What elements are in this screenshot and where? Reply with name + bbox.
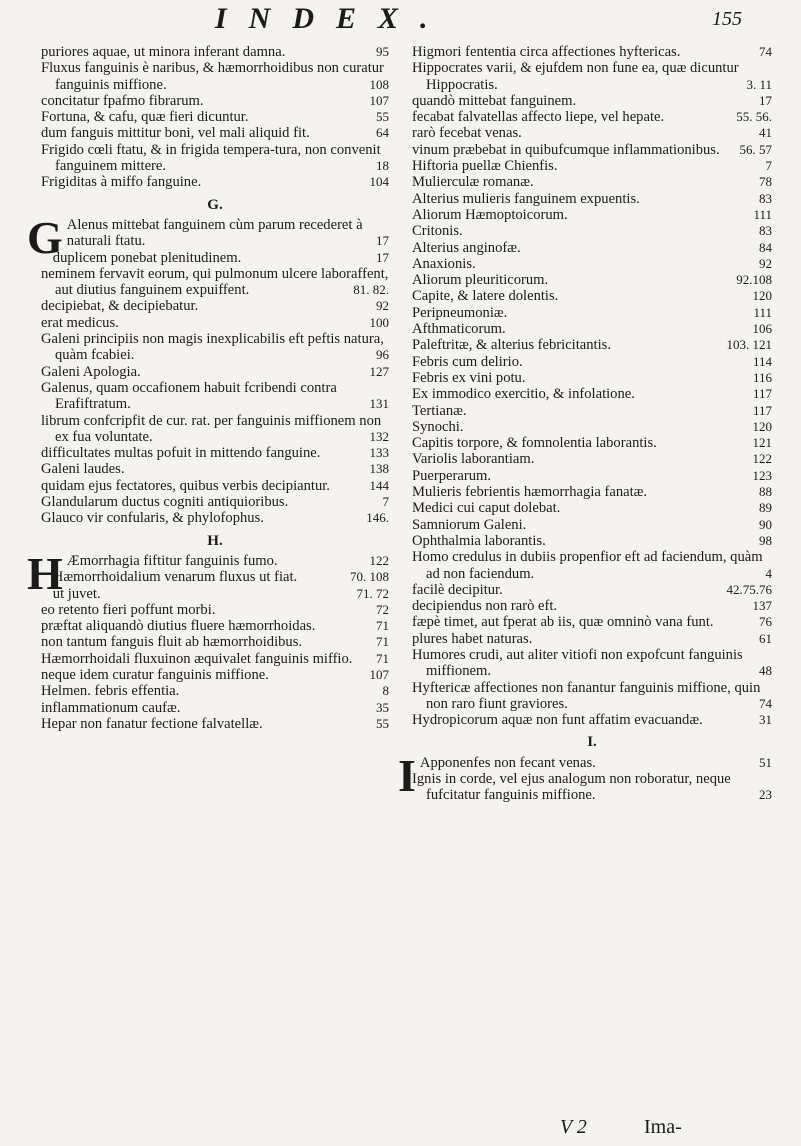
entry-page-ref: 92 [376,298,389,314]
entry-text: Anaxionis. [412,255,476,272]
index-entry [41,44,389,60]
entry-text: rarò fecebat venas. [412,125,522,142]
entry-page-ref: 17 [376,249,389,265]
index-entry [41,298,389,314]
entry-page-ref: 92.108 [736,272,772,288]
entry-text: Peripneumoniæ. [412,304,508,321]
left-index-column [27,44,389,732]
index-entry [41,250,389,266]
entry-text: puriores aquae, ut minora inferant damna. [41,44,286,60]
index-entry [412,337,772,353]
index-entry [41,700,389,716]
entry-page-ref: 98 [759,532,772,548]
entry-page-ref: 18 [376,158,389,174]
index-entry [41,413,389,446]
entry-page-ref: 146. [366,510,389,526]
index-entry [412,435,772,451]
entry-page-ref: 7 [382,494,389,510]
entry-page-ref: 41 [759,125,772,141]
index-entry [412,771,772,804]
entry-page-ref: 83 [759,223,772,239]
index-entry [41,380,389,413]
entry-page-ref: 133 [369,445,389,461]
entry-text: Critonis. [412,223,463,240]
entry-text: eo retento fieri poffunt morbi. [41,601,216,618]
entry-text: Hæmorrhoidali fluxuinon æquivalet fanguinis miffio. [41,650,353,667]
index-entry [412,142,772,158]
entry-text: Variolis laborantiam. [412,451,535,468]
entry-text: Ex immodico exercitio, & infolatione. [412,386,635,403]
index-entry [41,461,389,477]
signature-mark: V 2 [560,1116,587,1138]
entry-page-ref: 138 [369,461,389,477]
entry-page-ref: 81. 82. [353,282,389,298]
entry-text: Hiftoria puellæ Chienfis. [412,158,558,175]
entry-page-ref: 117 [752,386,772,402]
index-entry [412,272,772,288]
entry-page-ref: 117 [752,402,772,418]
index-entry [412,419,772,435]
index-entry [41,109,389,125]
index-entry [412,109,772,125]
entry-text: Higmori fententia circa affectiones hyftericas. [412,44,681,60]
entry-text: Capite, & latere dolentis. [412,288,559,305]
entry-text: Apponenfes non fecant venas. [419,754,596,771]
index-entry [41,60,389,93]
entry-page-ref: 31 [759,712,772,728]
entry-page-ref: 70. 108 [350,569,389,585]
entry-page-ref: 106 [752,321,772,337]
index-entry [412,533,772,549]
index-entry [41,634,389,650]
entry-text: neque idem curatur fanguinis miffione. [41,666,269,683]
drop-capital: G [27,211,63,263]
entry-page-ref: 71 [376,618,389,634]
entry-page-ref: 23 [759,787,772,803]
index-entry [412,207,772,223]
entry-page-ref: 78 [759,174,772,190]
entry-page-ref: 121 [752,435,772,451]
entry-text: fecabat falvatellas affecto liepe, vel hepate. [412,109,665,126]
index-entry [412,125,772,141]
index-entry [412,582,772,598]
entry-page-ref: 55. 56. [736,109,772,125]
entry-page-ref: 71 [376,634,389,650]
entry-text: Aliorum pleuriticorum. [412,272,549,289]
entry-page-ref: 122 [369,552,389,568]
entry-text: Febris cum delirio. [412,353,523,370]
entry-page-ref: 131 [369,396,389,412]
index-entry [412,386,772,402]
index-entry [41,93,389,109]
entry-page-ref: 56. 57 [739,141,772,157]
entry-page-ref: 3. 11 [746,76,772,92]
entry-page-ref: 74 [759,695,772,711]
entry-text: Tertianæ. [412,402,467,419]
entry-page-ref: 95 [376,44,389,59]
running-header [0,2,801,38]
entry-text: facilè decipitur. [412,581,503,598]
entry-text: Puerperarum. [412,467,492,484]
right-index-column [398,44,772,804]
entry-page-ref: 64 [376,125,389,141]
entry-text: Alterius anginofæ. [412,239,521,256]
entry-text: librum confcripfit de cur. rat. per fanguinis miffionem non ex fua voluntate. [41,412,382,445]
entry-page-ref: 61 [759,630,772,646]
index-entry [41,683,389,699]
index-entry [412,500,772,516]
entry-page-ref: 72 [376,601,389,617]
index-entry [41,331,389,364]
entry-text: Samniorum Galeni. [412,516,527,533]
drop-capital: I [398,749,416,801]
index-entry [412,256,772,272]
index-entry [412,614,772,630]
entry-text: Afthmaticorum. [412,321,506,338]
entry-page-ref: 83 [759,190,772,206]
index-entry [412,598,772,614]
index-entry [412,484,772,500]
entry-text: Mulierculæ romanæ. [412,174,534,191]
entry-page-ref: 108 [369,76,389,92]
index-entry [41,602,389,618]
entry-text: Helmen. febris effentia. [41,683,180,700]
entry-text: fæpè timet, aut fperat ab iis, quæ omninò vana funt. [412,614,714,631]
entry-page-ref: 137 [752,598,772,614]
entry-text: inflammationum caufæ. [41,699,181,716]
index-entry [412,712,772,728]
entry-text: Homo credulus in dubiis propenfior eft ad faciendum, quàm ad non faciendum. [412,549,763,582]
index-entry [412,354,772,370]
entry-page-ref: 74 [759,44,772,59]
index-entry [412,60,772,93]
entry-text: ut juvet. [52,585,101,602]
entry-text: Galeni laudes. [41,461,125,478]
entry-page-ref: 144 [369,477,389,493]
index-entry [41,716,389,732]
index-entry [41,478,389,494]
index-entry [412,321,772,337]
index-entry [412,549,772,582]
page-footer [560,1116,790,1140]
index-entry [412,647,772,680]
index-entry [41,494,389,510]
index-entry [412,680,772,713]
entry-text: vinum præbebat in quibufcumque inflammationibus. [412,141,720,158]
entry-page-ref: 107 [369,666,389,682]
entry-text: difficultates multas pofuit in mittendo fanguine. [41,445,321,462]
entry-page-ref: 51 [759,754,772,770]
entry-page-ref: 92 [759,255,772,271]
entry-text: Fluxus fanguinis è naribus, & hæmorrhoidibus non curatur fanguinis miffione. [41,60,384,93]
entry-text: Hyftericæ affectiones non fanantur fanguinis miffione, quin non raro fiunt graviores. [412,679,761,712]
drop-capital: H [27,547,63,599]
entry-text: duplicem ponebat plenitudinem. [52,249,242,266]
index-entry [41,364,389,380]
entry-page-ref: 120 [752,288,772,304]
entry-page-ref: 55 [376,715,389,731]
entry-page-ref: 111 [753,206,772,222]
entry-page-ref: 42.75.76 [726,581,772,597]
entry-page-ref: 120 [752,418,772,434]
entry-text: decipiendus non rarò eft. [412,598,558,615]
section-letter: G. [207,196,223,213]
index-entry [412,191,772,207]
index-entry [412,158,772,174]
catchword: Ima- [644,1116,682,1138]
entry-page-ref: 132 [369,428,389,444]
entry-text: Glauco vir confularis, & phylofophus. [41,510,264,527]
entry-text: Galeni principiis non magis inexplicabilis eft peftis natura, quàm fcabiei. [41,331,384,364]
entry-text: Glandularum ductus cogniti antiquioribus. [41,494,289,511]
index-entry [412,468,772,484]
entry-text: Synochi. [412,418,464,435]
section-letter: H. [207,532,223,549]
entry-page-ref: 8 [382,683,389,699]
index-entry [412,451,772,467]
entry-text: Galeni Apologia. [41,363,141,380]
index-entry [412,93,772,109]
index-entry [41,569,389,585]
index-entry [41,142,389,175]
entry-text: neminem fervavit eorum, qui pulmonum ulcere laboraffent, aut diutius fanguinem expuiffent. [41,265,389,299]
index-entry [412,44,772,60]
index-entry [412,240,772,256]
entry-page-ref: 7 [765,158,772,174]
entry-text: Frigido cœli ftatu, & in frigida tempera-tura, non convenit fanguinem mittere. [41,141,381,175]
entry-page-ref: 17 [759,92,772,108]
entry-text: Galenus, quam occafionem habuit fcribendi contra Erafiftratum. [41,379,337,413]
entry-text: Paleftritæ, & alterius febricitantis. [412,337,611,354]
entry-text: Fortuna, & cafu, quæ fieri dicuntur. [41,109,249,126]
index-entry [412,370,772,386]
entry-text: Alterius mulieris fanguinem expuentis. [412,190,640,207]
entry-page-ref: 104 [369,174,389,190]
entry-text: Alenus mittebat fanguinem cùm parum recederet à naturali ftatu. [66,216,363,250]
index-entry [41,445,389,461]
entry-page-ref: 4 [765,565,772,581]
index-entry [41,667,389,683]
entry-page-ref: 55 [376,109,389,125]
index-entry [412,288,772,304]
entry-text: Humores crudi, aut aliter vitiofi non expofcunt fanguinis miffionem. [412,646,743,680]
entry-text: Capitis torpore, & fomnolentia laborantis. [412,435,657,452]
entry-page-ref: 76 [759,614,772,630]
entry-text: Febris ex vini potu. [412,369,526,386]
entry-text: Hydropicorum aquæ non funt affatim evacuandæ. [412,712,703,729]
entry-page-ref: 116 [752,369,772,385]
entry-text: Hæmorrhoidalium venarum fluxus ut fiat. [52,569,298,586]
index-entry [41,651,389,667]
index-entry [412,174,772,190]
page-number: 155 [712,8,742,30]
index-entry [41,586,389,602]
index-title: INDEX. [215,2,450,35]
index-entry [412,223,772,239]
entry-page-ref: 111 [753,304,772,320]
entry-text: præftat aliquandò diutius fluere hæmorrhoidas. [41,618,316,635]
index-entry [412,305,772,321]
index-entry [412,517,772,533]
index-entry [412,403,772,419]
entry-page-ref: 17 [376,233,389,249]
entry-text: Hippocrates varii, & ejufdem non fune ea, quæ dicuntur Hippocratis. [412,60,739,93]
entry-text: non tantum fanguis fluit ab hæmorrhoidibus. [41,634,303,651]
entry-page-ref: 122 [752,451,772,467]
entry-page-ref: 71. 72 [356,585,389,601]
entry-text: erat medicus. [41,314,119,331]
entry-page-ref: 48 [759,663,772,679]
entry-page-ref: 127 [369,363,389,379]
entry-text: dum fanguis mittitur boni, vel mali aliquid fit. [41,125,310,142]
index-entry [412,631,772,647]
entry-text: Medici cui caput dolebat. [412,500,561,517]
entry-page-ref: 100 [369,314,389,330]
entry-page-ref: 123 [752,467,772,483]
entry-page-ref: 107 [369,92,389,108]
entry-text: Ophthalmia laborantis. [412,532,546,549]
entry-text: Aliorum Hæmoptoicorum. [412,206,568,223]
entry-text: Hepar non fanatur fectione falvatellæ. [41,715,263,732]
entry-text: plures habet naturas. [412,630,533,647]
index-entry [41,510,389,526]
entry-text: quandò mittebat fanguinem. [412,92,577,109]
index-entry [41,125,389,141]
entry-page-ref: 96 [376,347,389,363]
index-entry [41,315,389,331]
entry-page-ref: 103. 121 [726,337,772,353]
entry-page-ref: 35 [376,699,389,715]
section-letter: I. [587,734,597,751]
entry-text: Mulieris febrientis hæmorrhagia fanatæ. [412,484,648,501]
index-entry [41,174,389,190]
entry-text: decipiebat, & decipiebatur. [41,298,199,315]
entry-text: Æmorrhagia fiftitur fanguinis fumo. [66,552,278,569]
entry-page-ref: 114 [752,353,772,369]
entry-text: concitatur fpafmo fibrarum. [41,92,204,109]
entry-page-ref: 89 [759,500,772,516]
entry-page-ref: 71 [376,650,389,666]
entry-text: quidam ejus fectatores, quibus verbis decipiantur. [41,477,330,494]
entry-page-ref: 88 [759,484,772,500]
entry-page-ref: 90 [759,516,772,532]
entry-page-ref: 84 [759,239,772,255]
entry-text: Ignis in corde, vel ejus analogum non roboratur, neque fufcitatur fanguinis miffione. [412,771,731,804]
index-entry [41,618,389,634]
entry-text: Frigiditas à miffo fanguine. [41,174,202,191]
index-entry [41,266,389,299]
